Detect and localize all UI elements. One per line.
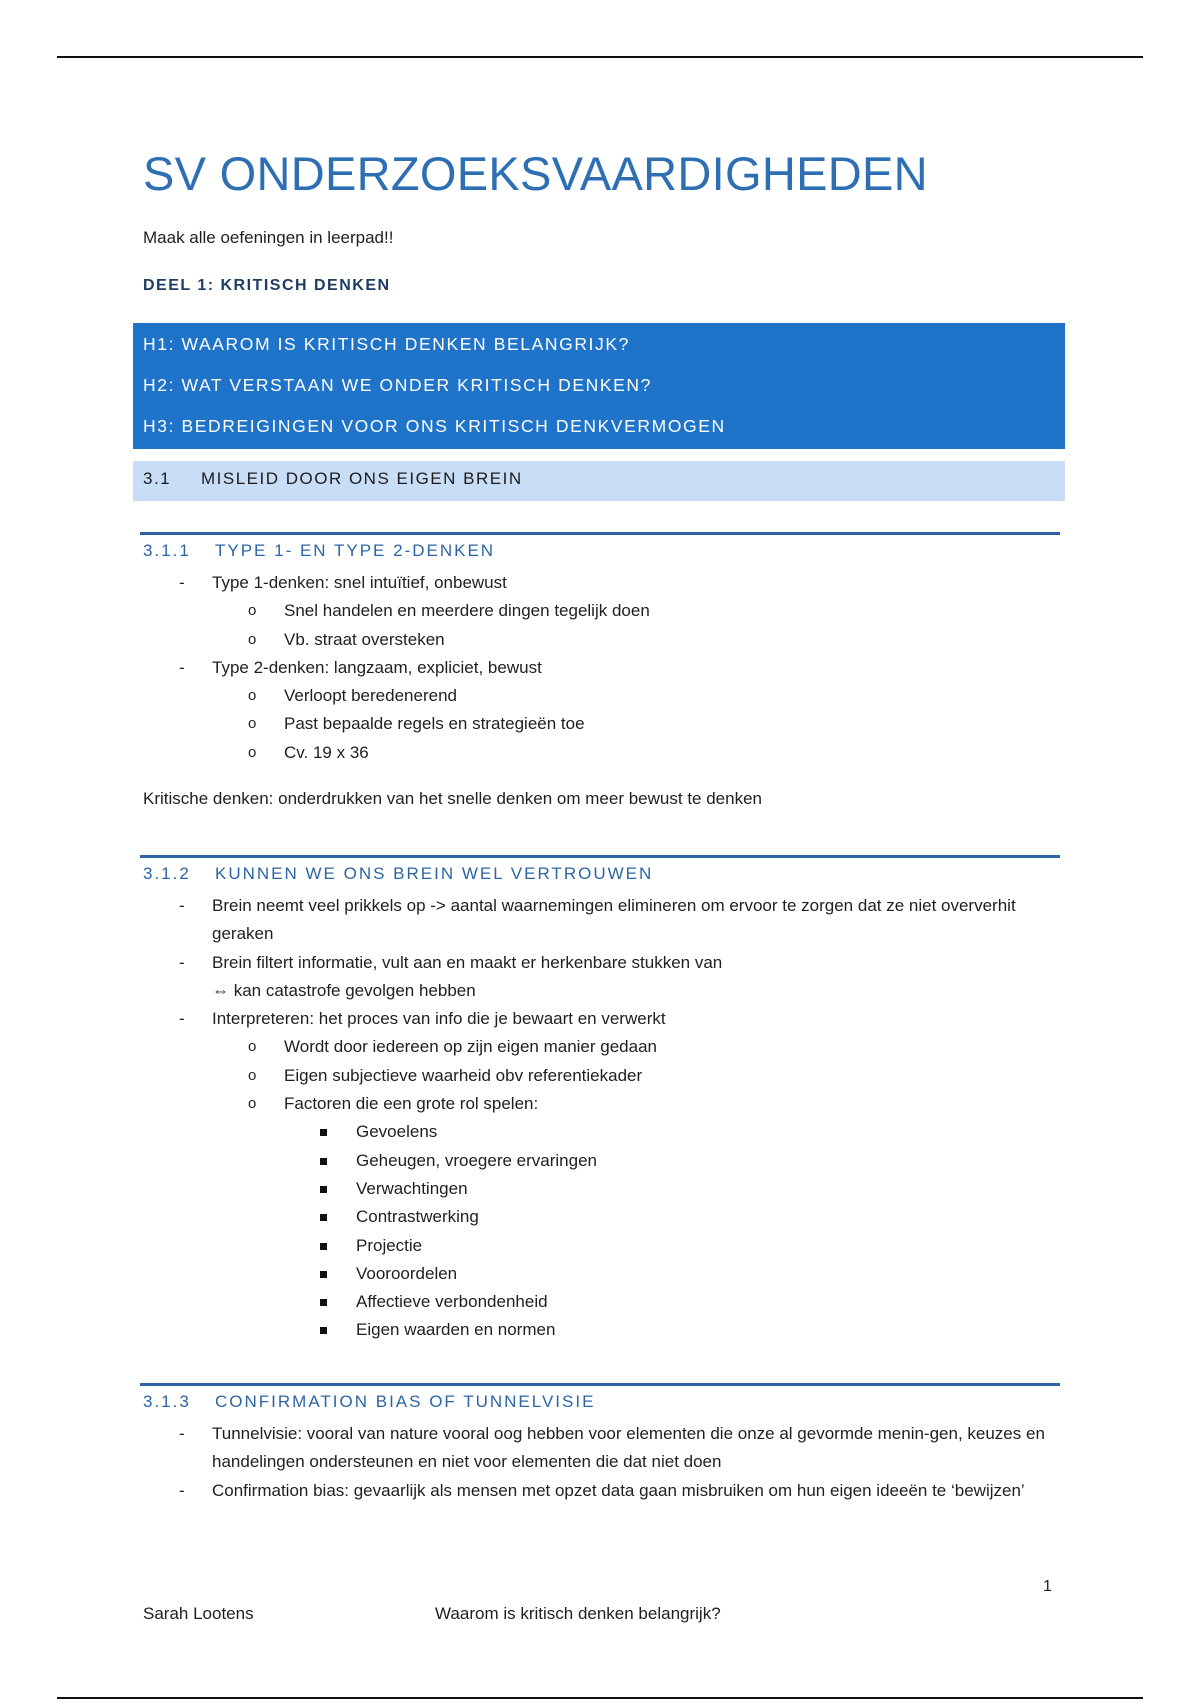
sub-list bbox=[212, 682, 1060, 767]
list-item: o Wordt door iedereen op zijn eigen manier gedaan bbox=[212, 1033, 1060, 1061]
list-item: Verwachtingen bbox=[284, 1175, 1060, 1203]
dash-marker: - bbox=[179, 952, 185, 972]
chapter-band bbox=[133, 323, 1065, 449]
subsection-number: 3.1.3 bbox=[143, 1392, 191, 1411]
subsection-title: KUNNEN WE ONS BREIN WEL VERTROUWEN bbox=[215, 864, 654, 883]
circle-marker: o bbox=[248, 602, 257, 620]
paragraph: Kritische denken: onderdrukken van het snelle denken om meer bewust te denken bbox=[143, 789, 762, 809]
circle-marker: o bbox=[248, 715, 257, 733]
subsection-3-1-3 bbox=[140, 1383, 1060, 1505]
circle-marker: o bbox=[248, 1066, 257, 1084]
document-title: SV ONDERZOEKSVAARDIGHEDEN bbox=[143, 147, 928, 200]
square-bullet-icon bbox=[320, 1327, 327, 1334]
subsection-title: TYPE 1- EN TYPE 2-DENKEN bbox=[215, 541, 496, 560]
square-bullet-icon bbox=[320, 1214, 327, 1221]
circle-marker: o bbox=[248, 1038, 257, 1056]
list-item: - Type 2-denken: langzaam, expliciet, bewust o Verloopt beredenerend o Past bepaalde regels en strategieën toe o Cv. 19 x 36 bbox=[140, 654, 1060, 767]
subsection-number: 3.1.1 bbox=[143, 541, 191, 560]
square-bullet-icon bbox=[320, 1271, 327, 1278]
list-item: Vooroordelen bbox=[284, 1260, 1060, 1288]
dash-marker: - bbox=[179, 1009, 185, 1029]
bullet-list bbox=[140, 892, 1060, 1345]
bullet-list bbox=[140, 1420, 1060, 1505]
sub-list bbox=[212, 1033, 1060, 1344]
list-item: Contrastwerking bbox=[284, 1203, 1060, 1231]
equivalence-note: ⇔ kan catastrofe gevolgen hebben bbox=[212, 980, 476, 1000]
list-item: o Vb. straat oversteken bbox=[212, 626, 1060, 654]
subsection-3-1-1 bbox=[140, 532, 1060, 813]
square-bullet-icon bbox=[320, 1299, 327, 1306]
list-item: - Brein neemt veel prikkels op -> aantal waarnemingen elimineren om ervoor te zorgen dat ze niet oververhit geraken bbox=[140, 892, 1060, 949]
list-item: o Eigen subjectieve waarheid obv referentiekader bbox=[212, 1062, 1060, 1090]
subsection-heading bbox=[140, 864, 1060, 884]
header-rule bbox=[57, 56, 1143, 58]
circle-marker: o bbox=[248, 1095, 257, 1113]
subsection-heading bbox=[140, 541, 1060, 561]
factor-list bbox=[284, 1118, 1060, 1344]
list-item: o Verloopt beredenerend bbox=[212, 682, 1060, 710]
chapter-heading-1: H1: WAAROM IS KRITISCH DENKEN BELANGRIJK? bbox=[143, 334, 630, 354]
square-bullet-icon bbox=[320, 1243, 327, 1250]
dash-marker: - bbox=[179, 896, 185, 915]
subsection-number: 3.1.2 bbox=[143, 864, 191, 883]
section-heading bbox=[133, 461, 1065, 501]
list-item: - Confirmation bias: gevaarlijk als mensen met opzet data gaan misbruiken om hun eigen ideeën te ‘bewijzen’ bbox=[140, 1477, 1060, 1505]
subtitle: Maak alle oefeningen in leerpad!! bbox=[143, 228, 394, 247]
list-item: Projectie bbox=[284, 1232, 1060, 1260]
circle-marker: o bbox=[248, 743, 257, 761]
page-number: 1 bbox=[1043, 1578, 1052, 1595]
bullet-list bbox=[140, 569, 1060, 767]
footer-author: Sarah Lootens bbox=[143, 1604, 254, 1623]
square-bullet-icon bbox=[320, 1158, 327, 1165]
subsection-3-1-2 bbox=[140, 855, 1060, 1345]
square-bullet-icon bbox=[320, 1186, 327, 1193]
section-number: 3.1 bbox=[143, 469, 172, 488]
dash-marker: - bbox=[179, 1480, 185, 1500]
subsection-rule bbox=[140, 855, 1060, 858]
list-item: o Past bepaalde regels en strategieën toe bbox=[212, 710, 1060, 738]
list-item: Gevoelens bbox=[284, 1118, 1060, 1146]
list-item: - Tunnelvisie: vooral van nature vooral oog hebben voor elementen die onze al gevormde menin-gen, keuzes en handelingen ondersteunen en niet voor elementen die dat niet doen bbox=[140, 1420, 1060, 1477]
part-heading: DEEL 1: KRITISCH DENKEN bbox=[143, 277, 391, 294]
subsection-title: CONFIRMATION BIAS OF TUNNELVISIE bbox=[215, 1392, 596, 1411]
list-item: o Factoren die een grote rol spelen: Gevoelens Geheugen, vroegere ervaringen Verwachtingen Contrastwerking Projectie Vooroordelen Affectieve verbondenheid Eigen waarden en normen bbox=[212, 1090, 1060, 1345]
chapter-heading-2: H2: WAT VERSTAAN WE ONDER KRITISCH DENKEN? bbox=[143, 375, 652, 395]
subsection-rule bbox=[140, 532, 1060, 535]
subsection-rule bbox=[140, 1383, 1060, 1386]
list-item: - Type 1-denken: snel intuïtief, onbewust o Snel handelen en meerdere dingen tegelijk doen o Vb. straat oversteken bbox=[140, 569, 1060, 654]
footer-rule bbox=[57, 1697, 1143, 1699]
subsection-heading bbox=[140, 1392, 1060, 1412]
list-item: Affectieve verbondenheid bbox=[284, 1288, 1060, 1316]
sub-list bbox=[212, 597, 1060, 654]
section-title: MISLEID DOOR ONS EIGEN BREIN bbox=[201, 469, 523, 488]
list-item: Eigen waarden en normen bbox=[284, 1316, 1060, 1344]
list-item: Geheugen, vroegere ervaringen bbox=[284, 1147, 1060, 1175]
list-item: o Snel handelen en meerdere dingen tegelijk doen bbox=[212, 597, 1060, 625]
footer-title: Waarom is kritisch denken belangrijk? bbox=[435, 1604, 721, 1623]
chapter-heading-3: H3: BEDREIGINGEN VOOR ONS KRITISCH DENKVERMOGEN bbox=[143, 416, 726, 436]
circle-marker: o bbox=[248, 687, 257, 705]
list-item: - Brein filtert informatie, vult aan en maakt er herkenbare stukken van ⇔ kan catastrofe gevolgen hebben bbox=[140, 949, 1060, 1006]
dash-marker: - bbox=[179, 573, 185, 592]
dash-marker: - bbox=[179, 657, 185, 677]
list-item: o Cv. 19 x 36 bbox=[212, 739, 1060, 767]
circle-marker: o bbox=[248, 630, 257, 648]
square-bullet-icon bbox=[320, 1129, 327, 1136]
list-item: - Interpreteren: het proces van info die je bewaart en verwerkt o Wordt door iedereen op zijn eigen manier gedaan o Eigen subjectieve waarheid obv referentiekader o Factoren die een grote rol spelen: Gevoelens Geheugen, vroegere ervaringen Verwachtingen Contrastwerking Projectie Vooroordelen Affectieve verbondenheid Eigen waarden en normen bbox=[140, 1005, 1060, 1345]
dash-marker: - bbox=[179, 1424, 185, 1443]
